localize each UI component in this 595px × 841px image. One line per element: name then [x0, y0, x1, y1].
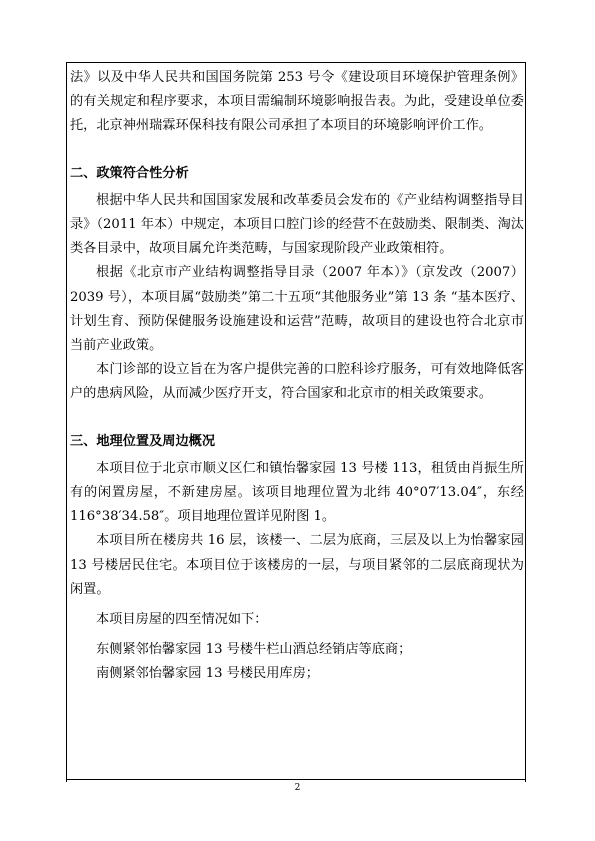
- paragraph: 本项目所在楼房共 16 层，该楼一、二层为底商，三层及以上为怡馨家园 13 号楼居民住宅。本项目位于该楼房的一层，与项目紧邻的二层底商现状为闲置。: [70, 533, 524, 597]
- section-heading-location: 三、地理位置及周边概况: [70, 433, 216, 449]
- list-item: 南侧紧邻怡馨家园 13 号楼民用库房；: [96, 666, 319, 682]
- section-heading-policy: 二、政策符合性分析: [70, 165, 189, 181]
- paragraph: 根据中华人民共和国国家发展和改革委员会发布的《产业结构调整指导目录》（2011 年本）中规定，本项目口腔门诊的经营不在鼓励类、限制类、淘汰类各目录中，故项目属允许类范畴，与国家现阶段产业政策相符。: [70, 192, 524, 257]
- page-number: 2: [294, 783, 301, 793]
- paragraph: 本项目房屋的四至情况如下：: [96, 612, 268, 628]
- list-item: 东侧紧邻怡馨家园 13 号楼牛栏山酒总经销店等底商；: [96, 642, 412, 658]
- bottom-rule: [66, 779, 526, 780]
- spacer: [70, 139, 524, 151]
- spacer: [70, 407, 524, 419]
- paragraph: 本项目位于北京市顺义区仁和镇怡馨家园 13 号楼 113，租赁由肖振生所有的闲置房屋，不新建房屋。该项目地理位置为北纬 40°07′13.04″，东经 116°38′34.58″。项目地理位置详见附图 1。: [70, 460, 524, 525]
- intro-paragraph: 法》以及中华人民共和国国务院第 253 号令《建设项目环境保护管理条例》的有关规定和程序要求，本项目需编制环境影响报告表。为此，受建设单位委托，北京神州瑞霖环保科技有限公司承担了本项目的环境影响评价工作。: [70, 70, 524, 134]
- paragraph: 根据《北京市产业结构调整指导目录（2007 年本）》（京发改（2007）2039 号），本项目属“鼓励类”第二十五项“其他服务业”第 13 条 “基本医疗、计划生育、预防保健服务设施建设和运营”范畴，故项目的建设也符合北京市当前产业政策。: [70, 265, 524, 354]
- document-body: [70, 66, 524, 687]
- paragraph: 本门诊部的设立旨在为客户提供完善的口腔科诊疗服务，可有效地降低客户的患病风险，从而减少医疗开支，符合国家和北京市的相关政策要求。: [70, 362, 524, 402]
